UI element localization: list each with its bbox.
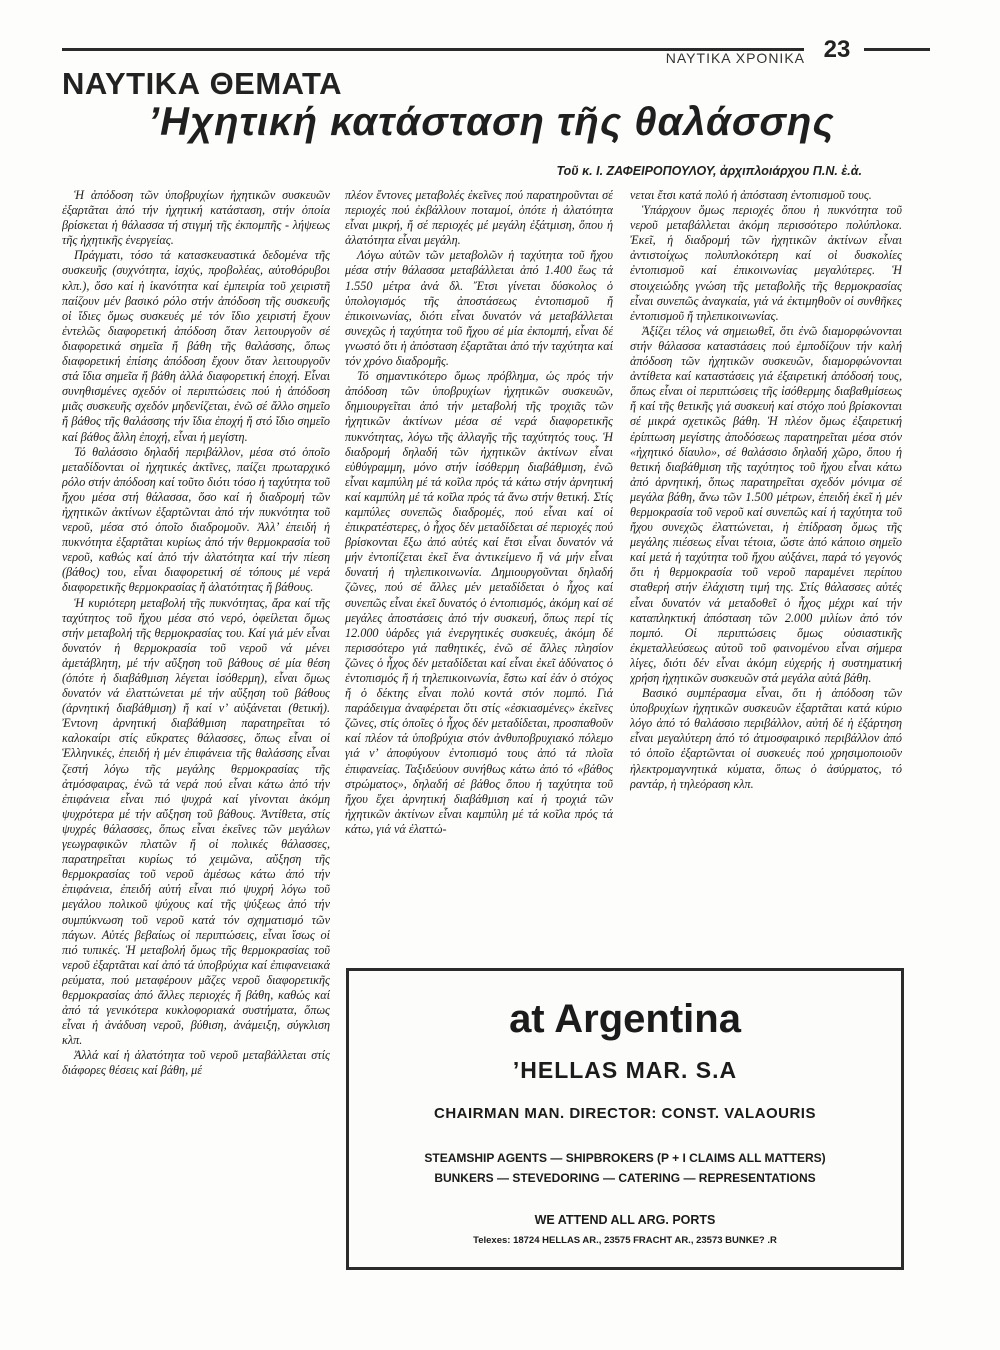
section-title: ΝΑΥΤΙΚΑ ΘΕΜΑΤΑ bbox=[62, 66, 343, 101]
ad-chairman-line: CHAIRMAN MAN. DIRECTOR: CONST. VALAOURIS bbox=[434, 1105, 816, 1122]
article-byline: Τοῦ κ. Ι. ΖΑΦΕΙΡΟΠΟΥΛΟΥ, ἀρχιπλοιάρχου Π.Ν. ἐ.ἀ. bbox=[556, 164, 862, 178]
ad-services-line-2: BUNKERS — STEVEDORING — CATERING — REPRESENTATIONS bbox=[434, 1171, 816, 1185]
ad-ports-line: WE ATTEND ALL ARG. PORTS bbox=[534, 1213, 716, 1227]
paragraph: Ὑπάρχουν ὅμως περιοχές ὅπου ἡ πυκνότητα τοῦ νεροῦ μεταβάλλεται ἀκόμη περισσότερο πολύπλοκα. Ἐκεῖ, ἡ διαδρομή τῶν ἠχητικῶν ἀκτίνων εἶναι ἀντιστοίχως πολυπλοκότερη καί οἱ δυσκολίες ἐντοπισμοῦ καί ἐπικοινωνίας μεγαλύτερες. Ἡ στοιχειώδης γνώση τῆς μεταβολῆς τῆς θερμοκρασίας εἶναι συνεπῶς ἀναγκαία, γιά νά ἐκτιμηθοῦν οἱ συνθῆκες ἐντοπισμοῦ ἤ τηλεπικοινωνίας. bbox=[630, 203, 902, 323]
ad-headline: at Argentina bbox=[509, 997, 741, 1041]
header-rule-right bbox=[864, 48, 930, 51]
article-column-2 bbox=[345, 188, 613, 960]
paragraph: Ἡ κυριότερη μεταβολή τῆς πυκνότητας, ἄρα καί τῆς ταχύτητος τοῦ ἤχου μέσα στό νερό, ὀφείλεται ὅμως στήν μεταβολή τῆς θερμοκρασίας του. Καί γιά μέν εἶναι δυνατόν ἡ θερμοκρασία τοῦ νεροῦ νά μένει ἀμετάβλητη, μέ τήν αὔξηση τοῦ βάθους σέ μία θέση (ὁπότε ἡ διαβάθμιση λέγεται ἰσόθερμη), εἶναι ὅμως δυνατόν νά ἐλαττώνεται μέ τήν αὔξηση τοῦ βάθους (ἀρνητική διαβάθμιση) ἤ καί ν’ αὐξάνεται (θετική). Ἐντονη ἀρνητική διαβάθμιση παρατηρεῖται τό καλοκαίρι στίς εὔκρατες θάλασσες, ὅπως εἶναι οἱ Ἑλληνικές, ἐπειδή ἡ μέν ἐπιφάνεια τῆς θαλάσσης εἶναι ζεστή λόγω τῆς μεγάλης θερμοκρασίας τῆς ἀτμόσφαιρας, ἐνῶ τά νερά πού εἶναι κάτω ἀπό τήν ἐπιφάνεια εἶναι πιό ψυχρά καί γίνονται ἀκόμη ψυχρότερα μέ τήν αὔξηση τοῦ βάθους. Ἀντίθετα, στίς ψυχρές θάλασσες, ὅπως εἶναι ἐκεῖνες τῶν μεγάλων γεωγραφικῶν πλατῶν ἤ οἱ πολικές θάλασσες, παρατηρεῖται κυρίως τό χειμῶνα, αὔξηση τῆς θερμοκρασίας τοῦ νεροῦ ἀμέσως κάτω ἀπό τήν ἐπιφάνεια, ἐπειδή αὐτή εἶναι πιό ψυχρή λόγω τοῦ μεγάλου πολικοῦ ψύχους καί τῆς ψύξεως ἀπό τήν συμπύκνωση τοῦ νεροῦ κατά τόν σχηματισμό τῶν πάγων. Αὐτές βεβαίως οἱ περιπτώσεις, εἶναι ἴσως οἱ πιό τυπικές. Ἡ μεταβολή ὅμως τῆς θερμοκρασίας τοῦ νεροῦ ἐξαρτᾶται καί ἀπό τά ὑποβρύχια καί ἐπιφανειακά ρεύματα, πού μεταφέρουν μᾶζες νεροῦ διαφορετικῆς θερμοκρασίας ἀπό ἄλλες περιοχές ἤ βάθη, καθώς καί ἀπό τά γενικότερα κυκλοφοριακά συστήματα, ὅπως εἶναι ἡ ἀνάδυση νεροῦ, βύθιση, ἀνάμειξη, σύγκλιση κλπ. bbox=[62, 595, 330, 1048]
paragraph: Ἀξίζει τέλος νά σημειωθεῖ, ὅτι ἐνῶ διαμορφώνονται στήν θάλασσα καταστάσεις πού ἐμποδίζουν τήν καλή ἀπόδοση τῶν ἠχητικῶν συσκευῶν, διαμορφώνονται ἀντίθετα καί καταστάσεις γιά ἐξαιρετική ἀπόδοσή τους, ὅπως εἶναι οἱ περιπτώσεις τῆς ἰσόθερμης διαβαθμίσεως ἤ καί τῆς θετικῆς γιά συσκευή καί στόχο πού βρίσκονται σέ μικρά σχετικῶς βάθη. Ἡ πλέον ὅμως ἐξαιρετική ἐρίπτωση μεγίστης ἀποδόσεως παρατηρεῖται μέσα στόν «ἠχητικό δίαυλο», σέ θαλάσσιο δηλαδή χῶρο, ὅπου ἡ θετική διαβάθμιση τῆς ταχύτητος τοῦ ἤχου εἶναι κάτω ἀπό ἀρνητική, ὅπως παρατηρεῖται σχεδόν μόνιμα σέ μεγάλα βάθη, ἄνω τῶν 1.500 μέτρων, ἐπειδή ἐκεῖ ἡ μέν θερμοκρασία τοῦ νεροῦ καί συνεπῶς καί ἡ ταχύτητα τοῦ ἤχου συνεχῶς ἐλαττώνεται, ἡ ἐπίδραση ὅμως τῆς μεγάλης πιέσεως εἶναι τέτοια, ὥστε ἀπό κάποιο σημεῖο καί μετά ἡ ταχύτητα τοῦ ἤχου αὐξάνει, παρά τό γεγονός ὅτι ἡ θερμοκρασία τοῦ νεροῦ παραμένει περίπου σταθερή στήν ἐλάχιστη τιμή της. Στίς θάλασσες αὐτές εἶναι δυνατόν νά μεταδοθεῖ ὁ ἦχος μέχρι καί τήν καταπληκτική ἀπόσταση τῶν 2.000 μιλίων ἀπό τόν πομπό. Οἱ περιπτώσεις ὅμως οὐσιαστικῆς ἐκμεταλλεύσεως αὐτοῦ τοῦ φαινομένου εἶναι σήμερα λίγες, διότι δέν εἶναι ἀκόμη εὐχερής ἡ συστηματική χρήση ἠχητικῶν συσκευῶν στά μεγάλα αὐτά βάθη. bbox=[630, 323, 902, 685]
paragraph: Ἀλλά καί ἡ ἁλατότητα τοῦ νεροῦ μεταβάλλεται στίς διάφορες θέσεις καί βάθη, μέ bbox=[62, 1048, 330, 1078]
article-title: ’Ηχητική κατάσταση τῆς θαλάσσης bbox=[148, 100, 835, 144]
paragraph: πλέον ἔντονες μεταβολές ἐκεῖνες πού παρατηροῦνται σέ περιοχές πού ἐκβάλλουν ποταμοί, ὁπότε ἡ ἁλατότητα εἶναι μικρή, ἤ σέ περιοχές μέ μεγάλη ἐξάτμιση, ὅπου ἡ ἁλατότητα εἶναι μεγάλη. bbox=[345, 188, 613, 248]
paragraph: Πράγματι, τόσο τά κατασκευαστικά δεδομένα τῆς συσκευῆς (συχνότητα, ἰσχύς, προβολέας, αὐτοθόρυβοι κλπ.), ὅσο καί ἡ ἱκανότητα καί ἐμπειρία τοῦ χειριστῆ παίζουν μέν βασικό ρόλο στήν ἀπόδοση τῆς συσκευῆς οἱ ἴδιες ὅμως συσκευές μέ τόν ἴδιο χειριστή ἔχουν ἐντελῶς διαφορετική ἀπόδοση ὅταν λειτουργοῦν σέ διαφορετικά σημεῖα ἤ βάθη τῆς θαλάσσης, ὅπως διαφορετική ἐπίσης ἀπόδοση ἔχουν ὅταν λειτουργοῦν στά ἴδια σημεῖα ἤ βάθη ἀλλά διαφορετική ἐποχή. Εἶναι συνηθισμένες σχεδόν οἱ περιπτώσεις πού ἡ ἀπόδοση μιᾶς συσκευῆς σχεδόν μηδενίζεται, ἐνῶ σέ ἄλλο σημεῖο ἤ βάθος τῆς θαλάσσης τήν ἴδια ἐποχή ἤ στό ἴδιο σημεῖο καί βάθος ἄλλη ἐποχή, εἶναι ἡ μεγίστη. bbox=[62, 248, 330, 444]
article-column-3 bbox=[630, 188, 902, 960]
paragraph: Λόγω αὐτῶν τῶν μεταβολῶν ἡ ταχύτητα τοῦ ἤχου μέσα στήν θάλασσα μεταβάλλεται ἀπό 1.400 ἕως τά 1.550 μέτρα ἀνά δλ. Ἔτσι γίνεται δύσκολος ὁ ὑπολογισμός τῆς ἀποστάσεως ἐντοπισμοῦ ἤ ἐπικοινωνίας, διότι εἶναι δυνατόν νά μεταβάλλεται συνεχῶς ἡ ταχύτητα τοῦ ἤχου σέ μία ἐκπομπή, εἶναι δέ γνωστό ὅτι ἡ ἀπόσταση ἐξαρτᾶται ἀπό τήν ταχύτητα καί τόν χρόνο διαδρομῆς. bbox=[345, 248, 613, 369]
article-column-1 bbox=[62, 188, 330, 1293]
paragraph: Τό θαλάσσιο δηλαδή περιβάλλον, μέσα στό ὁποῖο μεταδίδονται οἱ ἠχητικές ἀκτῖνες, παίζει πρωταρχικό ρόλο στήν ἀπόδοση καί τοῦτο διότι τόσο ἡ ταχύτητα τοῦ ἤχου μέσα στή θάλασσα, ὅσο καί ἡ διαδρομή τῶν ἠχητικῶν ἀκτίνων ἐξαρτῶνται ἀπό τήν πυκνότητα τοῦ νεροῦ, μέσα στό ὁποῖο διαδρομοῦν. Ἀλλ’ ἐπειδή ἡ πυκνότητα ἐξαρτᾶται κυρίως ἀπό τήν θερμοκρασία τοῦ νεροῦ, καθώς καί ἀπό τήν ἁλατότητα καί τήν πίεση (βάθος) του, εἶναι διαφορετική σέ τόπους μέ νερά διαφορετικῆς θερμοκρασίας ἤ ἁλατότητας ἤ βάθους. bbox=[62, 444, 330, 595]
paragraph: Βασικό συμπέρασμα εἶναι, ὅτι ἡ ἀπόδοση τῶν ὑποβρυχίων ἠχητικῶν συσκευῶν ἐξαρτᾶται κατά κύριο λόγο ἀπό τό θαλάσσιο περιβάλλον, αὐτή δέ ἡ ἐξάρτηση εἶναι μεγαλύτερη ἀπό τό ἀτμοσφαιρικό περιβάλλον ἀπό τό ὁποῖο ἐξαρτῶνται οἱ συσκευές πού χρησιμοποιοῦν ἠλεκτρομαγνητικά κύματα, ὅπως ὁ ἀσύρματος, τό ραντάρ, ἡ τηλεόραση κλπ. bbox=[630, 686, 902, 791]
page-number: 23 bbox=[823, 36, 851, 63]
ad-company-name: ’HELLAS MAR. S.A bbox=[512, 1057, 738, 1083]
ad-telexes-line: Telexes: 18724 HELLAS AR., 23575 FRACHT AR., 23573 BUNKE? .R bbox=[473, 1235, 777, 1246]
paragraph: Ἡ ἀπόδοση τῶν ὑποβρυχίων ἠχητικῶν συσκευῶν ἐξαρτᾶται ἀπό τήν ἠχητική κατάσταση, στήν ὁποία βρίσκεται ἡ θάλασσα τή στιγμή τῆς ἐκπομπῆς - λήψεως τῆς ἠχητικῆς ἐνεργείας. bbox=[62, 188, 330, 248]
running-title: ΝΑΥΤΙΚΑ ΧΡΟΝΙΚΑ bbox=[665, 50, 805, 66]
paragraph: Τό σημαντικότερο ὅμως πρόβλημα, ὡς πρός τήν ἀπόδοση τῶν ὑποβρυχίων ἠχητικῶν συσκευῶν, δημιουργεῖται ἀπό τήν μεταβολή τῆς τροχιᾶς τῶν ἠχητικῶν ἀκτίνων μέσα σέ νερά διαφορετικῆς πυκνότητας, λόγω τῆς ἀλλαγῆς τῆς ταχύτητός τους. Ἡ διαδρομή δηλαδή τῶν ἠχητικῶν ἀκτίνων εἶναι εὐθύγραμμη, μόνο στήν ἰσόθερμη διαβάθμιση, ἐνῶ εἶναι καμπύλη μέ τά κοῖλα πρός τά κάτω στήν ἀρνητική καί καμπύλη μέ τά κοῖλα πρός τά ἄνω στήν θετική. Στίς καμπύλες συνεπῶς διαδρομές, πού εἶναι καί οἱ ἐπικρατέστερες, ὁ ἦχος δέν μεταδίδεται σέ περιοχές πού βρίσκονται ἔξω ἀπό αὐτές καί ἔτσι εἶναι δυνατόν νά μήν ἐντοπίζεται ἐκεῖ ἕνα ἀντικείμενο ἤ νά μήν εἶναι δυνατή ἡ τηλεπικοινωνία. Δημιουργοῦνται δηλαδή ζῶνες, πού σέ ἄλλες μέν μεταδίδεται ὁ ἦχος καί συνεπῶς εἶναι ἐκεῖ δυνατός ὁ ἐντοπισμός, ἀκόμη καί σέ μεγάλες ἀποστάσεις ἀπό τήν συσκευή, ὅπως περί τίς 12.000 ὑάρδες γιά ἐνεργητικές συσκευές, ἀκόμη δέ περισσότερο γιά παθητικές, ἐνῶ σέ ἄλλες πλησίον ζῶνες ὁ ἦχος δέν μεταδίδεται καί εἶναι ἐκεῖ ἀδύνατος ὁ ἐντοπισμός ἤ ἡ τηλεπικοινωνία, ἔστω καί ἐάν ὁ στόχος ἤ ὁ δέκτης εἶναι πολύ κοντά στόν πομπό. Γιά παράδειγμα ἀναφέρεται ὅτι στίς «ἐσκιασμένες» ἐκεῖνες ζῶνες, στίς ὁποῖες ὁ ἦχος δέν μεταδίδεται, προσπαθοῦν καί πλέον τά ὑποβρύχια στόν ἀνθυποβρυχιακό πόλεμο γιά ν’ ἀποφύγουν ἐντοπισμό τους ἀπό τά πλοῖα ἐπιφανείας. Ταξιδεύουν συνήθως κάτω ἀπό τό «βάθος στρώματος», δηλαδή σέ βάθος ὅπου ἡ ταχύτητα τοῦ ἤχου ἔχει ἀρνητική διαβάθμιση καί ἡ τροχιά τῶν ἠχητικῶν ἀκτίνων εἶναι καμπύλη μέ τά κοῖλα πρός τά κάτω, γιά νά ἐλαττώ- bbox=[345, 369, 613, 836]
paragraph: νεται ἔτσι κατά πολύ ἡ ἀπόσταση ἐντοπισμοῦ τους. bbox=[630, 188, 872, 202]
ad-services-line-1: STEAMSHIP AGENTS — SHIPBROKERS (P + I CLAIMS ALL MATTERS) bbox=[424, 1151, 826, 1165]
advertisement-box bbox=[346, 968, 904, 1270]
